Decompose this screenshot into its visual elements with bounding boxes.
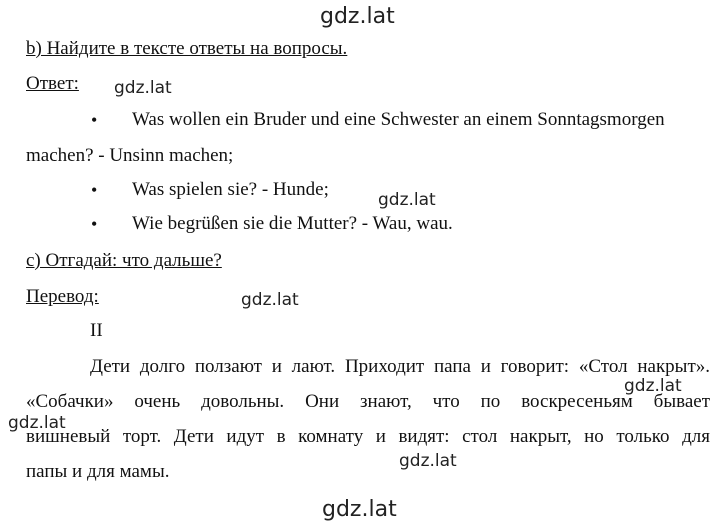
watermark-bottom: gdz.lat bbox=[322, 497, 397, 522]
answer-item-2: Was spielen sie? - Hunde; bbox=[132, 179, 329, 200]
roman-numeral: II bbox=[90, 320, 103, 341]
paragraph-line-4: папы и для мамы. bbox=[26, 461, 170, 482]
paragraph-line-3: вишневый торт. Дети идут в комнату и видят: стол накрыт, но только для bbox=[26, 426, 710, 447]
watermark: gdz.lat bbox=[399, 451, 457, 471]
watermark: gdz.lat bbox=[114, 78, 172, 98]
answer-item-1-continued: machen? - Unsinn machen; bbox=[26, 145, 234, 166]
bullet-icon: • bbox=[91, 214, 98, 234]
watermark: gdz.lat bbox=[378, 190, 436, 210]
watermark: gdz.lat bbox=[8, 413, 66, 433]
answer-label: Ответ: bbox=[26, 73, 79, 94]
bullet-icon: • bbox=[91, 110, 98, 130]
watermark-top: gdz.lat bbox=[320, 4, 395, 29]
bullet-icon: • bbox=[91, 180, 98, 200]
answer-item-1: Was wollen ein Bruder und eine Schwester an einem Sonntagsmorgen bbox=[132, 109, 665, 130]
watermark: gdz.lat bbox=[624, 376, 682, 396]
section-c-title: c) Отгадай: что дальше? bbox=[26, 250, 222, 271]
paragraph-line-2: «Собачки» очень довольны. Они знают, что по воскресеньям бывает bbox=[26, 391, 710, 412]
section-b-title: b) Найдите в тексте ответы на вопросы. bbox=[26, 38, 348, 59]
watermark: gdz.lat bbox=[241, 290, 299, 310]
paragraph-line-1: Дети долго ползают и лают. Приходит папа и говорит: «Стол накрыт». bbox=[90, 356, 710, 377]
translation-label: Перевод: bbox=[26, 286, 99, 307]
answer-item-3: Wie begrüßen sie die Mutter? - Wau, wau. bbox=[132, 213, 453, 234]
